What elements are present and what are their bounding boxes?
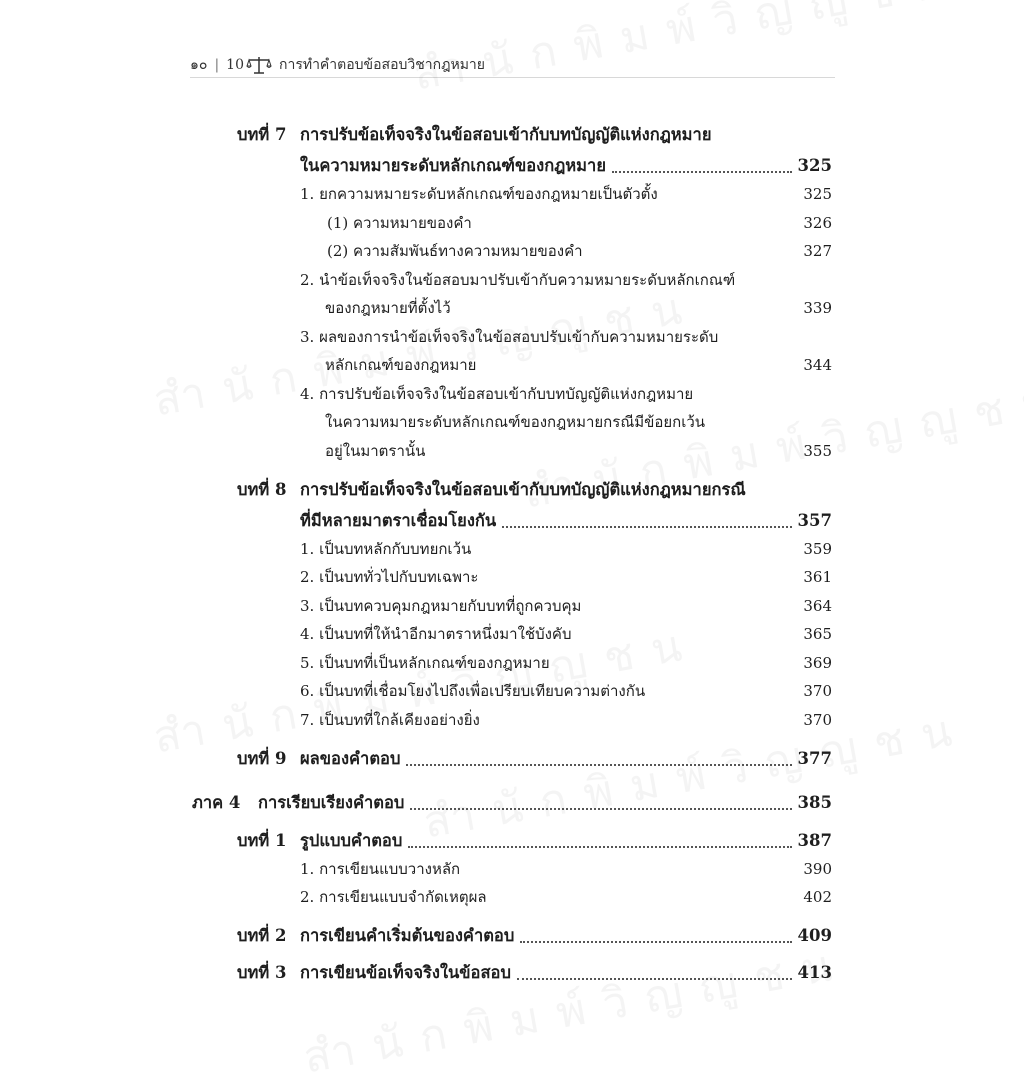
toc-subitem: (2) ความสัมพันธ์ทางความหมายของคำ 327: [327, 242, 832, 260]
chapter-number: บทที่ 1: [237, 831, 287, 850]
page-ref: 364: [803, 597, 832, 615]
toc-item: 2. การเขียนแบบจำกัดเหตุผล 402: [300, 888, 832, 906]
part-number: ภาค 4: [192, 793, 241, 812]
watermark: [298, 928, 855, 1092]
toc-item: 1. เป็นบทหลักกับบทยกเว้น 359: [300, 540, 832, 558]
toc-item: 3. เป็นบทควบคุมกฎหมายกับบทที่ถูกควบคุม 364: [300, 597, 832, 615]
page-ref: 361: [803, 568, 832, 586]
page-ref: 326: [803, 214, 832, 232]
toc-chapter-heading: รูปแบบคำตอบ 387: [300, 831, 832, 850]
page-ref: 409: [797, 926, 832, 945]
toc-chapter-heading: การปรับข้อเท็จจริงในข้อสอบเข้ากับบทบัญญัติแห่งกฎหมายกรณี: [300, 480, 746, 499]
page-ref: 359: [803, 540, 832, 558]
page-ref: 369: [803, 654, 832, 672]
toc-chapter-heading: ในความหมายระดับหลักเกณฑ์ของกฎหมาย 325: [300, 156, 832, 175]
scales-of-justice-icon: [246, 55, 272, 75]
page-ref: 339: [803, 299, 832, 317]
thai-page-number: ๑๐: [190, 57, 208, 73]
toc-item: 3. ผลของการนำข้อเท็จจริงในข้อสอบปรับเข้ากับความหมายระดับ: [300, 328, 719, 346]
chapter-number: บทที่ 7: [237, 125, 287, 144]
page-ref: 327: [803, 242, 832, 260]
toc-chapter-heading: ที่มีหลายมาตราเชื่อมโยงกัน 357: [300, 511, 832, 530]
page-ref: 325: [803, 185, 832, 203]
toc-item: 1. การเขียนแบบวางหลัก 390: [300, 860, 832, 878]
page-ref: 370: [803, 682, 832, 700]
page-ref: 357: [797, 511, 832, 530]
toc-chapter-heading: การปรับข้อเท็จจริงในข้อสอบเข้ากับบทบัญญัติแห่งกฎหมาย: [300, 125, 712, 144]
page-ref: 402: [803, 888, 832, 906]
toc-chapter-heading: การเขียนข้อเท็จจริงในข้อสอบ 413: [300, 963, 832, 982]
page-ref: 385: [797, 793, 832, 812]
page-ref: 365: [803, 625, 832, 643]
dot-leader: [406, 764, 791, 766]
toc-item-continued: ของกฎหมายที่ตั้งไว้ 339: [325, 299, 832, 317]
toc-item: 2. เป็นบททั่วไปกับบทเฉพาะ 361: [300, 568, 832, 586]
toc-item-continued: ในความหมายระดับหลักเกณฑ์ของกฎหมายกรณีมีข้อยกเว้น: [325, 413, 706, 431]
page-number: 10: [226, 57, 244, 73]
toc-item: 1. ยกความหมายระดับหลักเกณฑ์ของกฎหมายเป็นตัวตั้ง 325: [300, 185, 832, 203]
page-ref: 390: [803, 860, 832, 878]
toc-item-continued: หลักเกณฑ์ของกฎหมาย 344: [325, 356, 832, 374]
page-ref: 413: [797, 963, 832, 982]
page-ref: 370: [803, 711, 832, 729]
dot-leader: [410, 808, 791, 810]
toc-item: 7. เป็นบทที่ใกล้เคียงอย่างยิ่ง 370: [300, 711, 832, 729]
chapter-number: บทที่ 2: [237, 926, 287, 945]
dot-leader: [612, 171, 792, 173]
dot-leader: [408, 846, 791, 848]
toc-item: 4. การปรับข้อเท็จจริงในข้อสอบเข้ากับบทบัญญัติแห่งกฎหมาย: [300, 385, 694, 403]
toc-item: 4. เป็นบทที่ให้นำอีกมาตราหนึ่งมาใช้บังคับ 365: [300, 625, 832, 643]
chapter-number: บทที่ 8: [237, 480, 287, 499]
page-ref: 377: [797, 749, 832, 768]
page-ref: 325: [797, 156, 832, 175]
toc-item: 6. เป็นบทที่เชื่อมโยงไปถึงเพื่อเปรียบเทียบความต่างกัน 370: [300, 682, 832, 700]
dot-leader: [517, 978, 792, 980]
toc-subitem: (1) ความหมายของคำ 326: [327, 214, 832, 232]
toc-item-continued: อยู่ในมาตรานั้น 355: [325, 442, 832, 460]
toc-item: 2. นำข้อเท็จจริงในข้อสอบมาปรับเข้ากับความหมายระดับหลักเกณฑ์: [300, 271, 736, 289]
toc-chapter-heading: การเขียนคำเริ่มต้นของคำตอบ 409: [300, 926, 832, 945]
dot-leader: [520, 941, 791, 943]
page-ref: 387: [797, 831, 832, 850]
toc-item: 5. เป็นบทที่เป็นหลักเกณฑ์ของกฎหมาย 369: [300, 654, 832, 672]
chapter-number: บทที่ 9: [237, 749, 287, 768]
toc-chapter-heading: ผลของคำตอบ 377: [300, 749, 832, 768]
page-ref: 344: [803, 356, 832, 374]
dot-leader: [502, 526, 791, 528]
book-title: การทำคำตอบข้อสอบวิชากฎหมาย: [278, 57, 485, 73]
watermark: [408, 0, 965, 109]
page-ref: 355: [803, 442, 832, 460]
chapter-number: บทที่ 3: [237, 963, 287, 982]
header-separator: |: [214, 57, 220, 73]
toc-part-heading: การเรียบเรียงคำตอบ 385: [258, 793, 832, 812]
